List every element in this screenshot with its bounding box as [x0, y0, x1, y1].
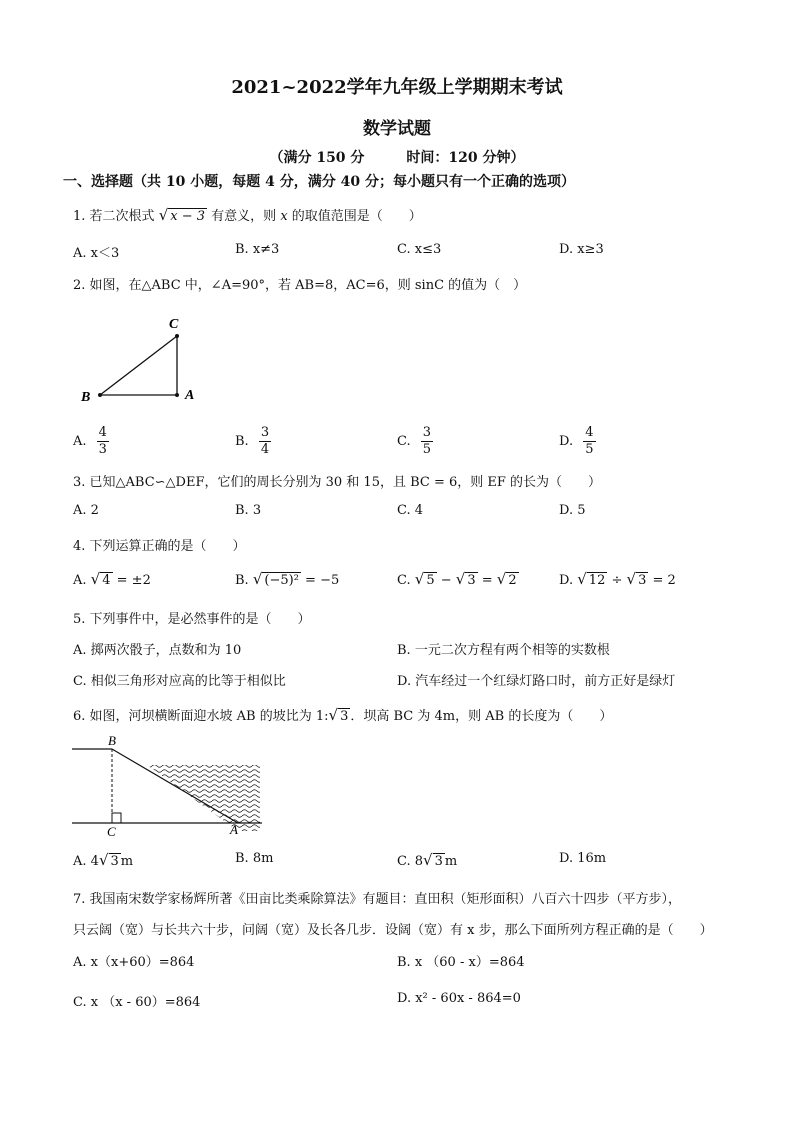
q3-option-d[interactable]: D. 5	[559, 503, 586, 518]
exam-title: 2021~2022学年九年级上学期期末考试	[231, 77, 563, 98]
q2-c-den: 5	[422, 442, 432, 457]
water-area	[147, 765, 260, 831]
q1-option-b[interactable]: B. x≠3	[235, 242, 280, 257]
q6-stem-b: ．坝高 BC 为 4m，则 AB 的长度为（ ）	[350, 709, 613, 724]
q6-d-value: 16m	[577, 851, 607, 866]
q5-option-d[interactable]: D. 汽车经过一个红绿灯路口时，前方正好是绿灯	[397, 674, 676, 689]
vertex-c	[175, 334, 179, 338]
vertex-b	[98, 393, 102, 397]
q4-c-radicand3: 2	[508, 573, 517, 588]
q4-option-b[interactable]: B. √ (−5)² = −5	[235, 570, 340, 588]
q6-option-a[interactable]: A. 4√ 3 m	[73, 851, 134, 869]
q6-stem-radicand: 3	[340, 709, 349, 724]
q5-option-b[interactable]: B. 一元二次方程有两个相等的实数根	[397, 643, 610, 658]
question-6-stem: 6. 如图，河坝横断面迎水坡 AB 的坡比为 1:√ 3 ．坝高 BC 为 4m，则 AB 的长度为（ ）	[73, 706, 613, 724]
q6-a-post: m	[120, 854, 134, 869]
q6-c-radicand: 3	[434, 854, 443, 869]
dam-cross-section-figure	[72, 733, 272, 843]
q2-a-num: 4	[98, 425, 107, 440]
q2-option-d[interactable]	[559, 425, 596, 458]
q6-d-letter: D.	[559, 851, 574, 866]
q2-option-b[interactable]	[235, 425, 271, 458]
q4-c-letter: C.	[397, 573, 411, 588]
label-a: A	[230, 822, 238, 837]
q6-a-radicand: 3	[110, 854, 119, 869]
q6-a-letter: A.	[73, 854, 87, 869]
section-heading: 一、选择题（共 10 小题，每题 4 分，满分 40 分；每小题只有一个正确的选项）	[63, 174, 575, 190]
label-c: C	[169, 317, 179, 332]
q2-c-num: 3	[422, 425, 432, 440]
q1-stem-c: 的取值范围是（ ）	[291, 209, 422, 224]
q6-option-b[interactable]	[235, 851, 273, 866]
q1-option-a[interactable]: A. x＜3	[73, 246, 120, 261]
q3-option-b[interactable]: B. 3	[235, 503, 262, 518]
q7-option-b[interactable]: B. x （60 - x）=864	[397, 955, 525, 970]
q2-a-den: 3	[98, 442, 107, 457]
q4-a-letter: A.	[73, 573, 87, 588]
triangle-abc-figure	[75, 310, 215, 410]
question-4-stem: 4. 下列运算正确的是（ ）	[73, 539, 246, 554]
q4-option-d[interactable]: D. √ 12 ÷ √ 3 = 2	[559, 570, 676, 588]
exam-meta: （满分 150 分 时间：120 分钟）	[269, 150, 525, 166]
q2-b-fraction	[259, 425, 271, 458]
q2-b-letter: B.	[235, 434, 249, 449]
q1-stem-b: 有意义，则	[211, 209, 277, 224]
q6-c-pre: 8	[414, 854, 424, 869]
q1-option-c[interactable]: C. x≤3	[397, 242, 442, 257]
q6-b-value: 8m	[252, 851, 274, 866]
q4-b-letter: B.	[235, 573, 249, 588]
label-b: B	[108, 733, 116, 748]
q3-option-c[interactable]: C. 4	[397, 503, 424, 518]
q2-d-letter: D.	[559, 434, 574, 449]
q1-option-d[interactable]: D. x≥3	[559, 242, 604, 257]
q3-option-a[interactable]: A. 2	[73, 503, 99, 518]
label-c: C	[107, 824, 116, 839]
q6-option-d[interactable]	[559, 851, 606, 866]
q2-a-fraction	[97, 425, 109, 458]
q1-radicand: x − 3	[170, 209, 206, 224]
q2-b-num: 3	[260, 425, 270, 440]
q6-stem-a: 6. 如图，河坝横断面迎水坡 AB 的坡比为 1:	[73, 709, 329, 724]
q6-c-post: m	[444, 854, 458, 869]
q4-option-a[interactable]: A. √ 4 = ±2	[73, 570, 151, 588]
label-a: A	[185, 388, 195, 403]
q4-d-mid2: = 2	[648, 573, 676, 588]
q4-d-mid: ÷	[607, 573, 627, 588]
q5-option-c[interactable]: C. 相似三角形对应高的比等于相似比	[73, 674, 286, 689]
q2-a-letter: A.	[73, 434, 87, 449]
vertex-a	[175, 393, 179, 397]
q1-var: x	[280, 209, 288, 224]
exam-subtitle: 数学试题	[363, 119, 431, 139]
q2-option-c[interactable]	[397, 425, 433, 458]
q4-c-mid2: =	[477, 573, 497, 588]
label-b: B	[81, 390, 91, 405]
q7-option-d[interactable]: D. x² - 60x - 864=0	[397, 991, 521, 1006]
q7-option-a[interactable]: A. x（x+60）=864	[73, 955, 195, 970]
q2-option-a[interactable]	[73, 425, 109, 458]
question-5-stem: 5. 下列事件中，是必然事件的是（ ）	[73, 612, 311, 627]
right-angle-mark	[112, 813, 121, 823]
question-1-stem: 1. 若二次根式 √ x − 3 有意义，则 x 的取值范围是（ ）	[73, 206, 422, 224]
q1-stem-a: 1. 若二次根式	[73, 209, 155, 224]
q2-d-fraction	[583, 425, 595, 458]
q5-option-a[interactable]: A. 掷两次骰子，点数和为 10	[73, 643, 242, 658]
q4-c-radicand2: 3	[467, 573, 476, 588]
q4-a-rest: = ±2	[112, 573, 151, 588]
question-7-line-1: 7. 我国南宋数学家杨辉所著《田亩比类乘除算法》有题目：直田积（矩形面积）八百六十四步（平方步），	[73, 892, 682, 907]
q2-b-den: 4	[260, 442, 270, 457]
q4-b-rest: = −5	[300, 573, 340, 588]
question-3-stem: 3. 已知△ABC∽△DEF，它们的周长分别为 30 和 15，且 BC = 6，则 EF 的长为（ ）	[73, 475, 602, 490]
q2-d-num: 4	[585, 425, 594, 440]
q4-c-radicand: 5	[426, 573, 435, 588]
question-7-line-2: 只云阔（宽）与长共六十步，问阔（宽）及长各几步．设阔（宽）有 x 步，那么下面所列方程正确的是（ ）	[73, 923, 713, 938]
q6-c-letter: C.	[397, 854, 411, 869]
q6-option-c[interactable]: C. 8√ 3 m	[397, 851, 458, 869]
q4-d-radicand: 12	[588, 573, 606, 588]
q4-c-mid: −	[436, 573, 456, 588]
q2-d-den: 5	[585, 442, 594, 457]
q2-c-fraction	[421, 425, 433, 458]
q6-a-pre: 4	[90, 854, 99, 869]
q6-b-letter: B.	[235, 851, 249, 866]
q4-option-c[interactable]: C. √ 5 − √ 3 = √ 2	[397, 570, 517, 588]
question-2-stem: 2. 如图，在△ABC 中，∠A=90°，若 AB=8，AC=6，则 sinC 的值为（ ）	[73, 278, 527, 293]
q2-c-letter: C.	[397, 434, 411, 449]
q7-option-c[interactable]: C. x （x - 60）=864	[73, 995, 201, 1010]
q4-b-radicand: (−5)²	[264, 573, 299, 588]
edge-bc	[100, 336, 177, 395]
q4-a-radicand: 4	[102, 573, 111, 588]
q4-d-radicand2: 3	[638, 573, 647, 588]
q4-d-letter: D.	[559, 573, 574, 588]
